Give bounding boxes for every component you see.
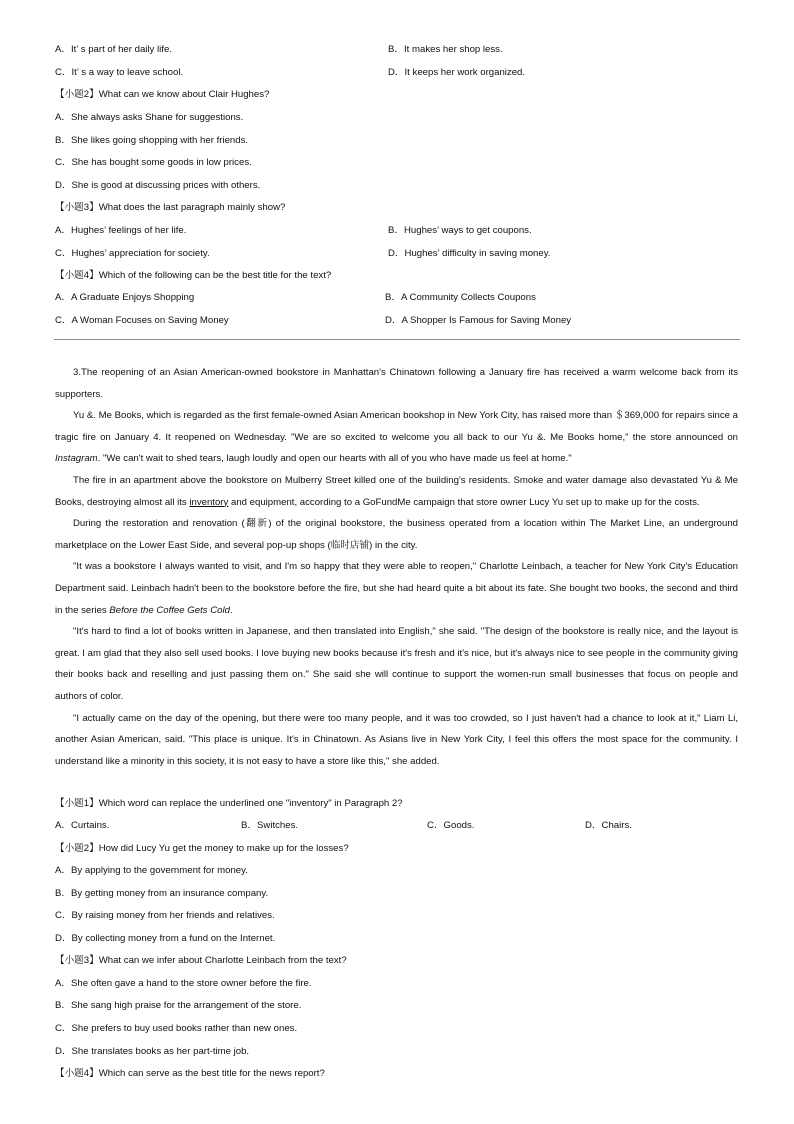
paragraph-text: .	[229, 604, 233, 616]
question-stem: 【小题3】What does the last paragraph mainly show?	[55, 202, 286, 213]
option-row	[55, 67, 745, 79]
passage-paragraph: "It's hard to find a lot of books written in Japanese, and then translated into English," she said. "The design of the bookstore is really nice, and the layout is great. I am glad that they also sell used books. I love buying new books because it's fresh and it's nice, but it's always nice to see people in the community giving their books back and reselling and just passing them on." She said she will continue to support the women-run small businesses that focus on people and authors of color.	[55, 626, 738, 702]
option-d: D．A Shopper Is Famous for Saving Money	[385, 315, 572, 326]
option-b: B．She likes going shopping with her friends.	[55, 135, 249, 146]
passage-paragraph: "I actually came on the day of the opening, but there were too many people, and it was too crowded, so I just haven't had a chance to look at it," Liam Li, another Asian American, said. "This place is unique. It's in Chinatown. As Asians live in New York City, I feel this offers the most space for the community. I understand like a minority in this society, it is not easy to have a store like this," she added.	[55, 712, 738, 767]
question-stem: 【小题4】Which can serve as the best title for the news report?	[55, 1068, 325, 1079]
option-d: D．It keeps her work organized.	[388, 67, 526, 78]
underlined-word: inventory	[189, 496, 229, 508]
option-a: A．It’ s part of her daily life.	[55, 44, 172, 55]
option-row	[55, 315, 745, 327]
option-c: C．Hughes’ appreciation for society.	[55, 248, 210, 259]
italic-text: Instagram	[55, 453, 98, 465]
option-row	[55, 248, 745, 260]
option-a: A．She always asks Shane for suggestions.	[55, 112, 244, 123]
paragraph-text: The fire in an apartment above the bookstore on Mulberry Street killed one of the building's residents. Smoke and water damage also devastated Yu & Me Books, destroying almost all its	[55, 474, 738, 508]
option-b: B．It makes her shop less.	[388, 44, 503, 55]
italic-text: Before the Coffee Gets Cold	[109, 604, 230, 616]
option-c: C．A Woman Focuses on Saving Money	[55, 315, 229, 326]
option-d: D．By collecting money from a fund on the Internet.	[55, 933, 276, 944]
option-a: A．She often gave a hand to the store owner before the fire.	[55, 978, 312, 989]
passage-paragraph	[55, 556, 738, 621]
option-d: D．She translates books as her part-time job.	[55, 1046, 250, 1057]
option-a: A．Curtains.	[55, 820, 110, 831]
option-c: C．She has bought some goods in low prices.	[55, 157, 252, 168]
option-c: C．By raising money from her friends and relatives.	[55, 910, 275, 921]
option-a: A．A Graduate Enjoys Shopping	[55, 292, 195, 303]
option-a: A．By applying to the government for money.	[55, 865, 248, 876]
question-stem: 【小题2】How did Lucy Yu get the money to make up for the losses?	[55, 843, 349, 854]
option-d: D．She is good at discussing prices with others.	[55, 180, 261, 191]
question-stem: 【小题4】Which of the following can be the best title for the text?	[55, 270, 332, 281]
option-c: C．Goods.	[427, 820, 475, 831]
option-b: B．By getting money from an insurance company.	[55, 888, 269, 899]
option-row	[55, 292, 745, 304]
passage-paragraph	[55, 470, 738, 513]
option-a: A．Hughes’ feelings of her life.	[55, 225, 187, 236]
passage-3	[55, 362, 738, 772]
option-b: B．Hughes’ ways to get coupons.	[388, 225, 532, 236]
option-row	[55, 225, 745, 237]
option-b: B．She sang high praise for the arrangement of the store.	[55, 1000, 302, 1011]
paragraph-text: "It was a bookstore I always wanted to visit, and I'm so happy that they were able to reopen," Charlotte Leinbach, a teacher for New York City's Education Department said. Leinbach hadn't been to the bookstore before the fire, but she had heard quite a bit about its fate. She bought two books, the second and third in the series	[55, 561, 738, 616]
option-b: B．Switches.	[241, 820, 299, 831]
section-divider	[54, 339, 740, 340]
option-c: C．It’ s a way to leave school.	[55, 67, 184, 78]
option-d: D．Hughes’ difficulty in saving money.	[388, 248, 551, 259]
option-b: B．A Community Collects Coupons	[385, 292, 536, 303]
option-row	[55, 820, 745, 832]
question-stem: 【小题1】Which word can replace the underlined one "inventory" in Paragraph 2?	[55, 798, 403, 809]
passage-paragraph: 3.The reopening of an Asian American-owned bookstore in Manhattan's Chinatown following a January fire has received a warm welcome back from its supporters.	[55, 367, 738, 400]
paragraph-text: . "We can't wait to shed tears, laugh loudly and open our hearts with all of you who have made us feel at home."	[97, 453, 572, 465]
passage-paragraph	[55, 405, 738, 470]
option-d: D．Chairs.	[585, 820, 632, 831]
option-row	[55, 44, 745, 56]
paragraph-text: Yu &. Me Books, which is regarded as the first female-owned Asian American bookshop in New York City, has raised more than ＄369,000 for repairs since a tragic fire on January 4. It reopened on Wednesday. "We are so excited to welcome you all back to our Yu &. Me Books home," the store announced on	[55, 410, 738, 443]
paragraph-text: and equipment, according to a GoFundMe campaign that store owner Lucy Yu set up to make up for the costs.	[228, 496, 700, 508]
passage-paragraph: During the restoration and renovation (翻新) of the original bookstore, the business operated from a location within The Market Line, an underground marketplace on the Lower East Side, and several pop-up shops (临时店铺) in the city.	[55, 518, 738, 551]
question-stem: 【小题2】What can we know about Clair Hughes?	[55, 89, 270, 100]
question-stem: 【小题3】What can we infer about Charlotte Leinbach from the text?	[55, 955, 347, 966]
option-c: C．She prefers to buy used books rather than new ones.	[55, 1023, 298, 1034]
